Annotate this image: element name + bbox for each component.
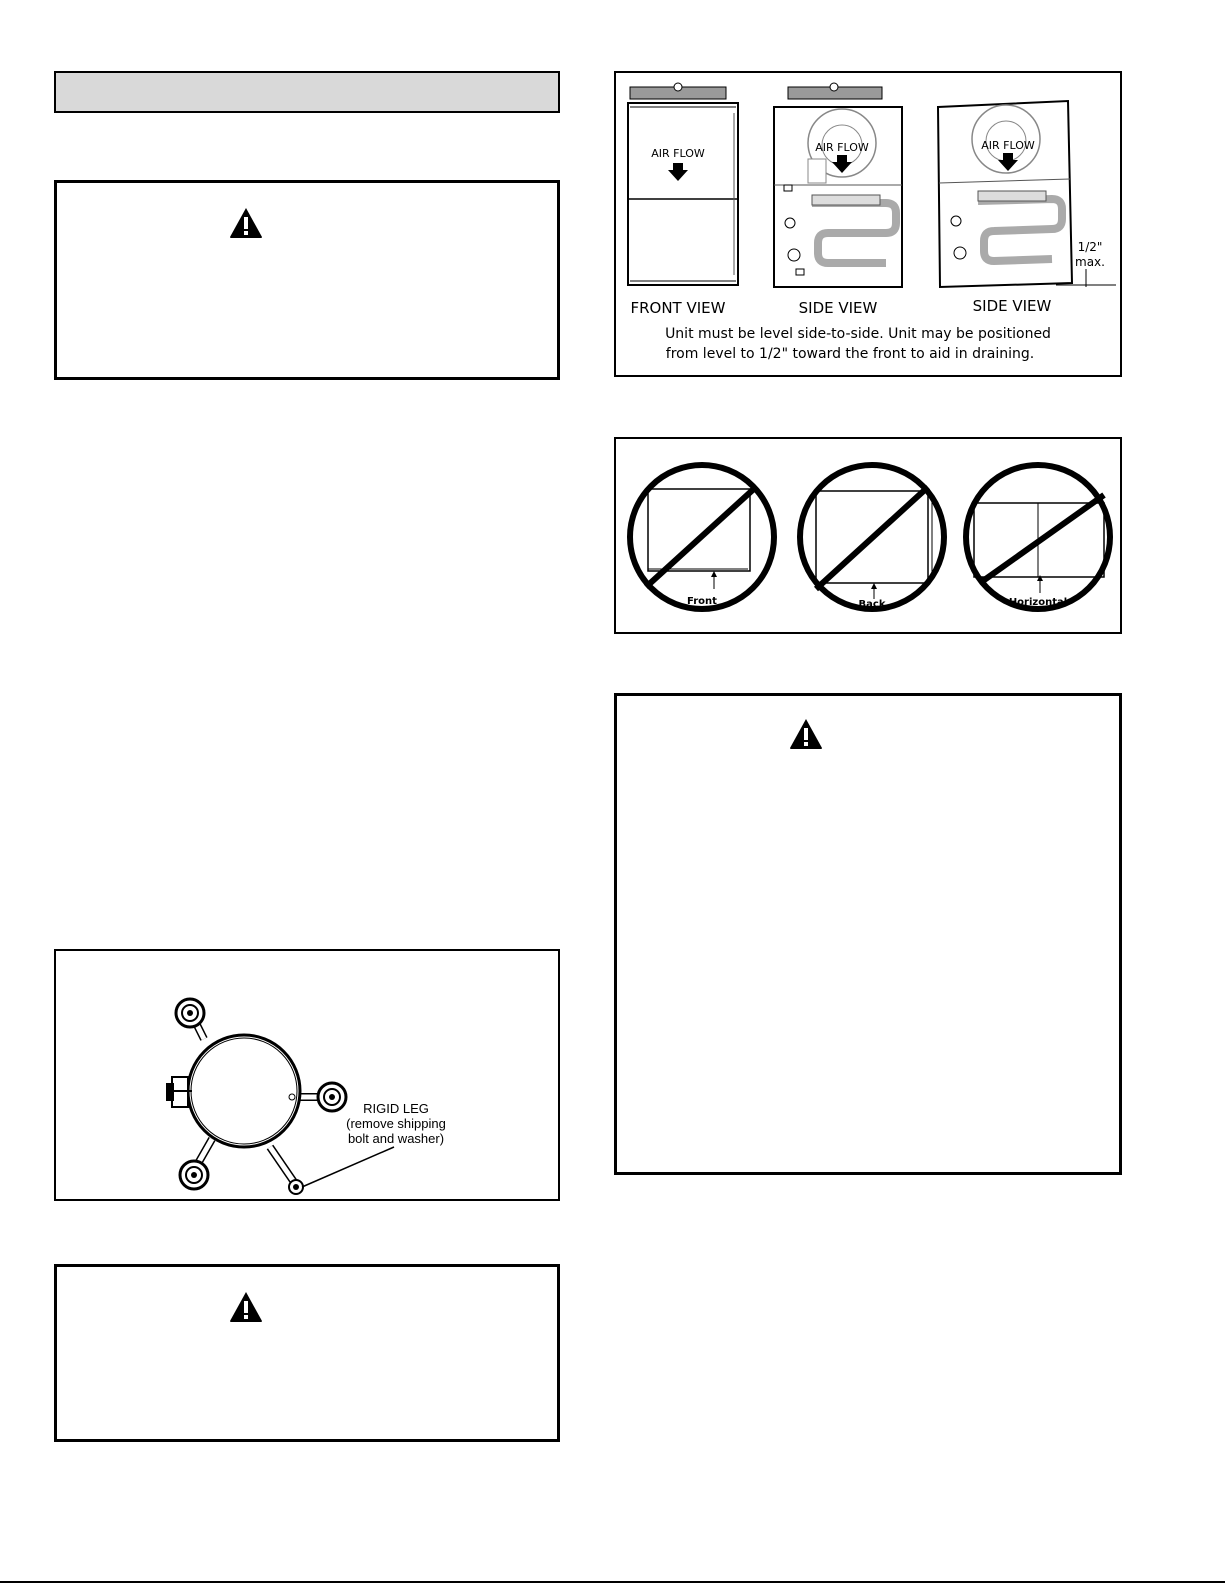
warning-box-right	[614, 693, 1122, 1175]
rigid-leg-label: RIGID LEG	[363, 1101, 429, 1116]
rigid-leg-note-2: bolt and washer)	[347, 1131, 445, 1146]
front-airflow-label: AIR FLOW	[651, 147, 705, 160]
figure-legs	[54, 949, 560, 1201]
caption-line-2: from level to 1/2" toward the front to aid in draining.	[665, 346, 1035, 362]
figure-prohibited-orientations	[614, 437, 1122, 634]
warning-box-bottom-left	[54, 1264, 560, 1442]
section-header-bar	[54, 71, 560, 113]
back-label: Back	[858, 599, 886, 610]
warning-triangle-icon	[789, 718, 823, 750]
warning-triangle-icon	[229, 1291, 263, 1323]
side-view-label-1: SIDE VIEW	[798, 299, 878, 317]
prohibited-back	[800, 465, 944, 610]
prohibited-horizontal	[966, 465, 1110, 609]
front-view-cabinet	[628, 103, 738, 285]
clamp-bracket	[166, 1077, 192, 1107]
level-bar-side	[788, 83, 882, 99]
half-inch-label: 1/2"	[1077, 240, 1103, 254]
figure-unit-level	[614, 71, 1122, 377]
warning-box-top-left	[54, 180, 560, 380]
front-view-label: FRONT VIEW	[630, 299, 726, 317]
caster-wheel-top	[176, 999, 204, 1027]
page-bottom-rule	[0, 1581, 1225, 1583]
tilted-airflow-label: AIR FLOW	[981, 139, 1035, 152]
caster-wheel-bottom	[180, 1161, 208, 1189]
max-label: max.	[1075, 255, 1105, 269]
rigid-leg-note-1: (remove shipping	[346, 1116, 446, 1131]
level-bar-front	[630, 83, 726, 99]
caption-line-1: Unit must be level side-to-side. Unit may be positioned	[665, 326, 1051, 342]
front-label: Front	[687, 596, 717, 607]
caster-wheel-right	[318, 1083, 346, 1111]
prohibited-front	[630, 465, 774, 609]
rigid-leg-foot	[289, 1180, 303, 1194]
horizontal-label: Horizontal	[1008, 597, 1068, 608]
side-view-label-2: SIDE VIEW	[972, 297, 1052, 315]
warning-triangle-icon	[229, 207, 263, 239]
side-view-cabinet-level	[774, 107, 902, 287]
side-airflow-label: AIR FLOW	[815, 141, 869, 154]
